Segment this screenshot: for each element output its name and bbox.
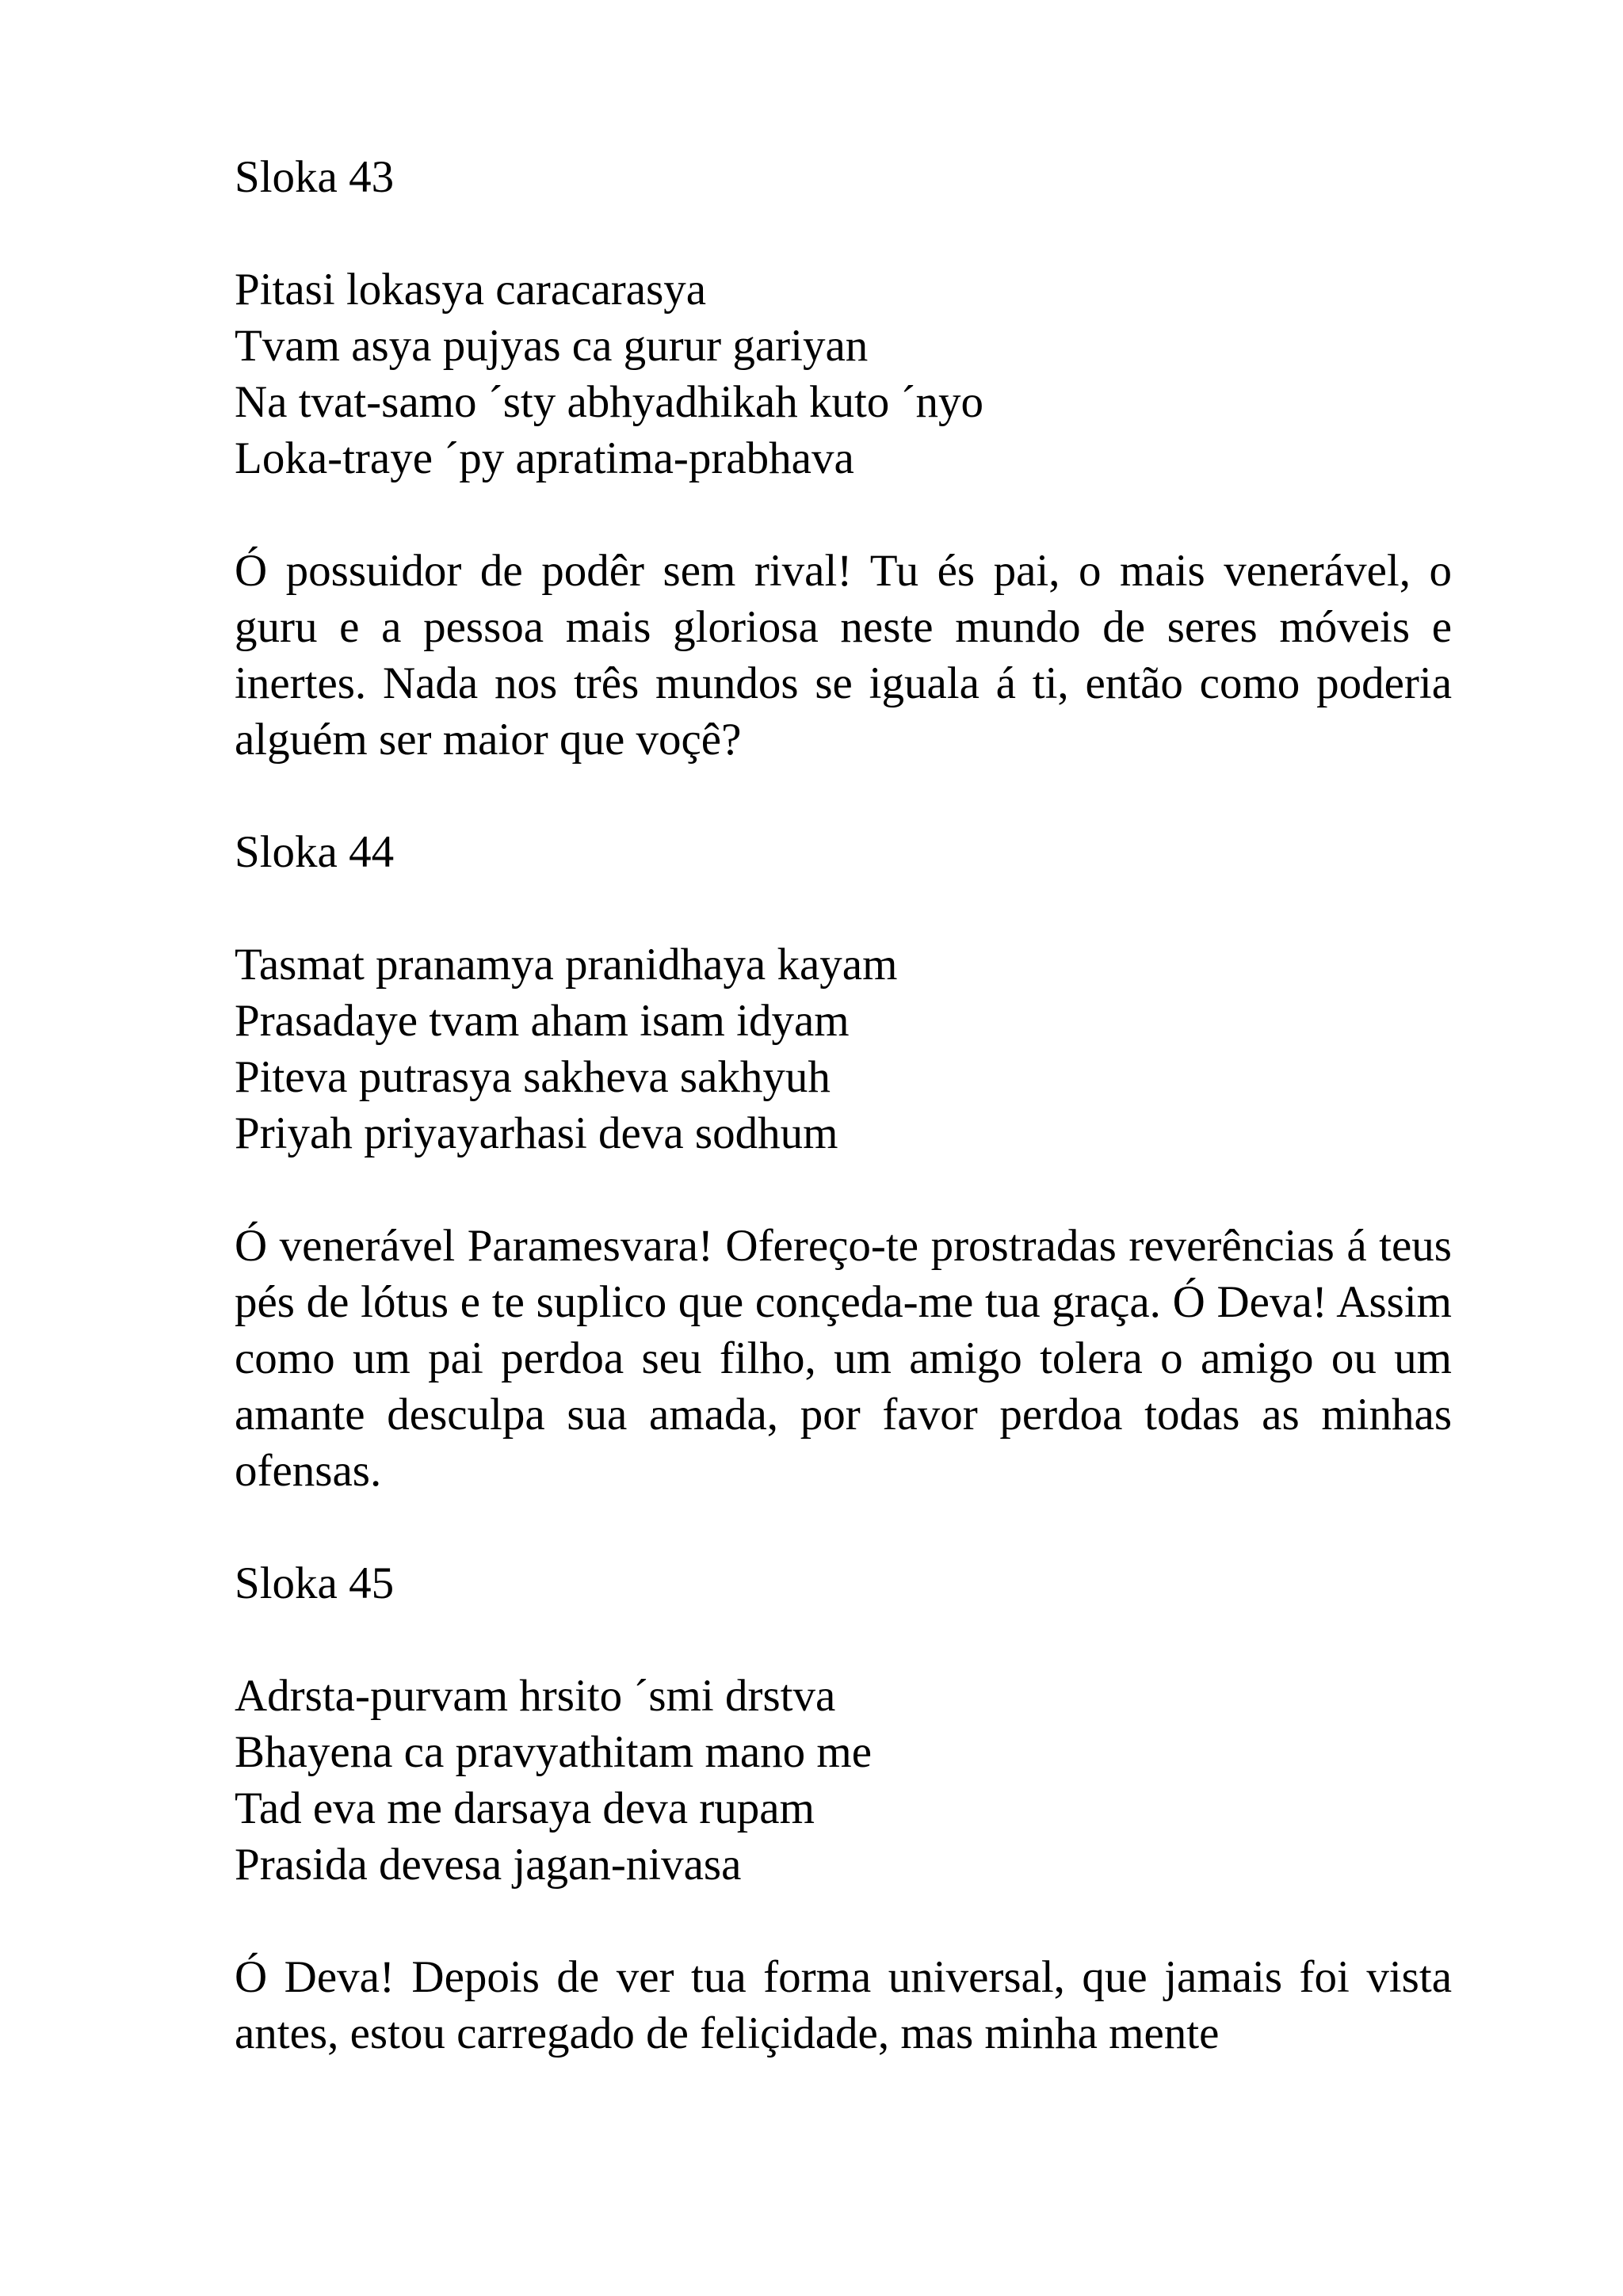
translation-paragraph: Ó Deva! Depois de ver tua forma universal, que jamais foi vista antes, estou carregado de feliçidade, mas minha mente [235, 1952, 1452, 2058]
sloka-verse [235, 936, 1452, 1161]
verse-line: Na tvat-samo ´sty abhyadhikah kuto ´nyo [235, 377, 984, 427]
sloka-verse [235, 261, 1452, 486]
verse-line: Piteva putrasya sakheva sakhyuh [235, 1052, 831, 1102]
verse-line: Loka-traye ´py apratima-prabhava [235, 433, 854, 483]
translation-paragraph: Ó possuidor de podêr sem rival! Tu és pai, o mais venerável, o guru e a pessoa mais gloriosa neste mundo de seres móveis e inertes. Nada nos três mundos se iguala á ti, então como poderia alguém ser maior que voçê? [235, 546, 1452, 765]
sloka-verse [235, 1668, 1452, 1893]
translation-paragraph: Ó venerável Paramesvara! Ofereço-te prostradas reverências á teus pés de lótus e te suplico que conçeda-me tua graça. Ó Deva! Assim como um pai perdoa seu filho, um amigo tolera o amigo ou um amante desculpa sua amada, por favor perdoa todas as minhas ofensas. [235, 1221, 1452, 1496]
page-content [235, 149, 1452, 2061]
verse-line: Priyah priyayarhasi deva sodhum [235, 1108, 838, 1158]
verse-line: Bhayena ca pravyathitam mano me [235, 1727, 873, 1777]
sloka-heading: Sloka 43 [235, 152, 395, 202]
verse-line: Prasadaye tvam aham isam idyam [235, 996, 850, 1046]
verse-line: Tasmat pranamya pranidhaya kayam [235, 940, 898, 990]
sloka-heading: Sloka 44 [235, 827, 395, 877]
verse-line: Tad eva me darsaya deva rupam [235, 1783, 815, 1833]
sloka-heading: Sloka 45 [235, 1558, 395, 1608]
verse-line: Tvam asya pujyas ca gurur gariyan [235, 321, 869, 371]
verse-line: Prasida devesa jagan-nivasa [235, 1840, 742, 1890]
verse-line: Pitasi lokasya caracarasya [235, 265, 707, 315]
verse-line: Adrsta-purvam hrsito ´smi drstva [235, 1671, 836, 1721]
